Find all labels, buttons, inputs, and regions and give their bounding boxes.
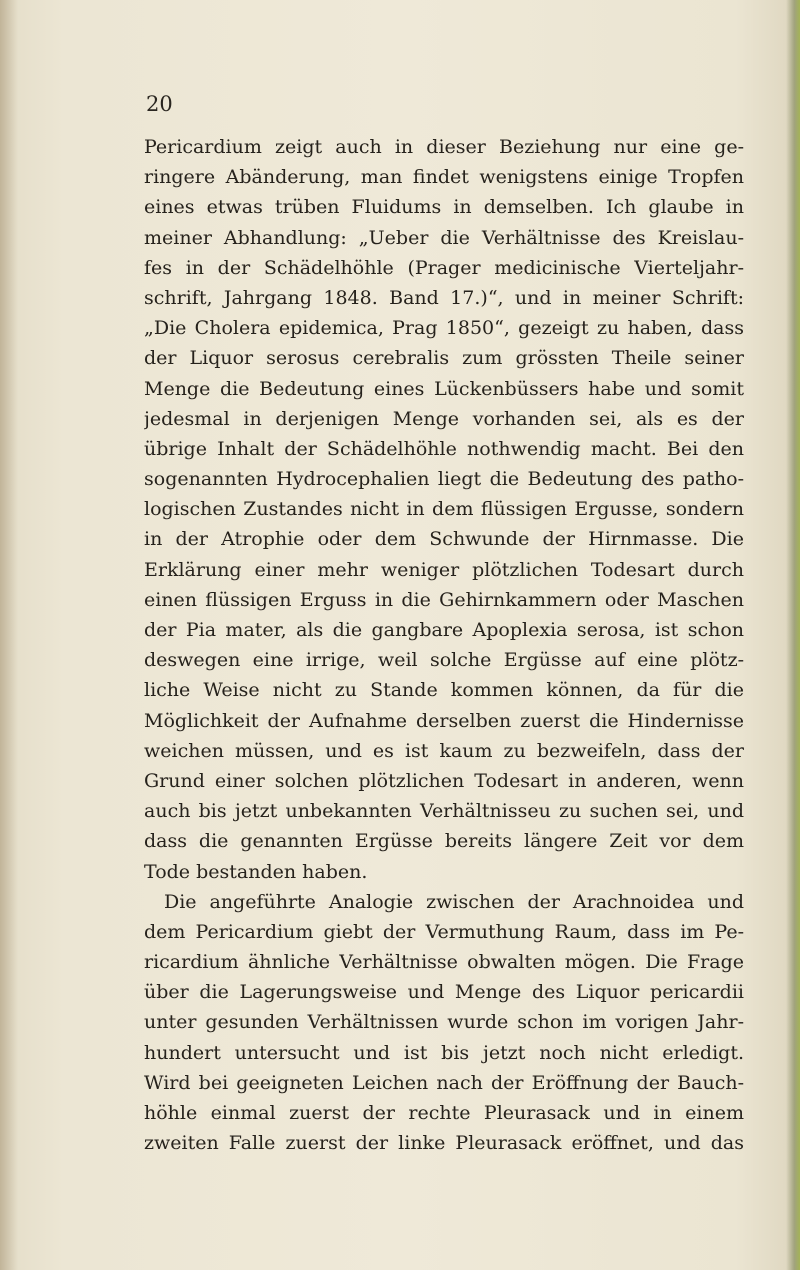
text-line: eines etwas trüben Fluidums in demselben. Ich glaube in	[144, 196, 744, 219]
text-line: einen flüssigen Erguss in die Gehirnkammern oder Maschen	[144, 588, 744, 611]
page-gutter-shadow	[0, 0, 18, 1270]
text-line: ricardium ähnliche Verhältnisse obwalten mögen. Die Frage	[144, 951, 744, 974]
text-line: zweiten Falle zuerst der linke Pleurasack eröffnet, und das	[144, 1132, 744, 1155]
text-line: Tode bestanden haben.	[144, 860, 368, 883]
text-line: logischen Zustandes nicht in dem flüssigen Ergusse, sondern	[144, 498, 744, 521]
text-line: fes in der Schädelhöhle (Prager medicinische Vierteljahr-	[144, 256, 744, 279]
text-line: dem Pericardium giebt der Vermuthung Raum, dass im Pe-	[144, 920, 744, 943]
page-edge	[786, 0, 800, 1270]
text-line: übrige Inhalt der Schädelhöhle nothwendig macht. Bei den	[144, 437, 744, 460]
text-line: „Die Cholera epidemica, Prag 1850“, gezeigt zu haben, dass	[144, 317, 744, 340]
text-line: weichen müssen, und es ist kaum zu bezweifeln, dass der	[144, 739, 744, 762]
text-line: in der Atrophie oder dem Schwunde der Hirnmasse. Die	[144, 528, 744, 551]
text-line: der Liquor serosus cerebralis zum grössten Theile seiner	[144, 347, 744, 370]
text-line: meiner Abhandlung: „Ueber die Verhältnisse des Kreislau-	[144, 226, 744, 249]
body-text	[144, 132, 744, 1158]
text-line: höhle einmal zuerst der rechte Pleurasack und in einem	[144, 1102, 744, 1124]
text-line: Wird bei geeigneten Leichen nach der Eröffnung der Bauch-	[144, 1071, 744, 1094]
page-number: 20	[146, 92, 173, 116]
text-line: schrift, Jahrgang 1848. Band 17.)“, und in meiner Schrift:	[144, 286, 744, 309]
text-line: auch bis jetzt unbekannten Verhältnisseu zu suchen sei, und	[144, 800, 744, 823]
text-line: Grund einer solchen plötzlichen Todesart in anderen, wenn	[144, 769, 744, 792]
text-line: hundert untersucht und ist bis jetzt noch nicht erledigt.	[144, 1041, 744, 1064]
text-line: über die Lagerungsweise und Menge des Liquor pericardii	[144, 981, 744, 1004]
text-line: jedesmal in derjenigen Menge vorhanden sei, als es der	[144, 407, 744, 430]
text-line: Möglichkeit der Aufnahme derselben zuerst die Hindernisse	[144, 709, 744, 732]
text-line: Erklärung einer mehr weniger plötzlichen Todesart durch	[144, 558, 744, 581]
text-line: Menge die Bedeutung eines Lückenbüssers habe und somit	[144, 377, 744, 400]
text-line: liche Weise nicht zu Stande kommen können, da für die	[144, 679, 744, 702]
text-line: ringere Abänderung, man findet wenigstens einige Tropfen	[144, 166, 744, 189]
text-line: Die angeführte Analogie zwischen der Arachnoidea und	[164, 890, 744, 913]
text-line: dass die genannten Ergüsse bereits längere Zeit vor dem	[144, 830, 744, 853]
text-line: deswegen eine irrige, weil solche Ergüsse auf eine plötz-	[144, 649, 744, 672]
text-line: Pericardium zeigt auch in dieser Beziehung nur eine ge-	[144, 136, 744, 158]
text-line: sogenannten Hydrocephalien liegt die Bedeutung des patho-	[144, 468, 744, 491]
text-line: unter gesunden Verhältnissen wurde schon im vorigen Jahr-	[144, 1011, 744, 1034]
text-line: der Pia mater, als die gangbare Apoplexia serosa, ist schon	[144, 619, 744, 641]
